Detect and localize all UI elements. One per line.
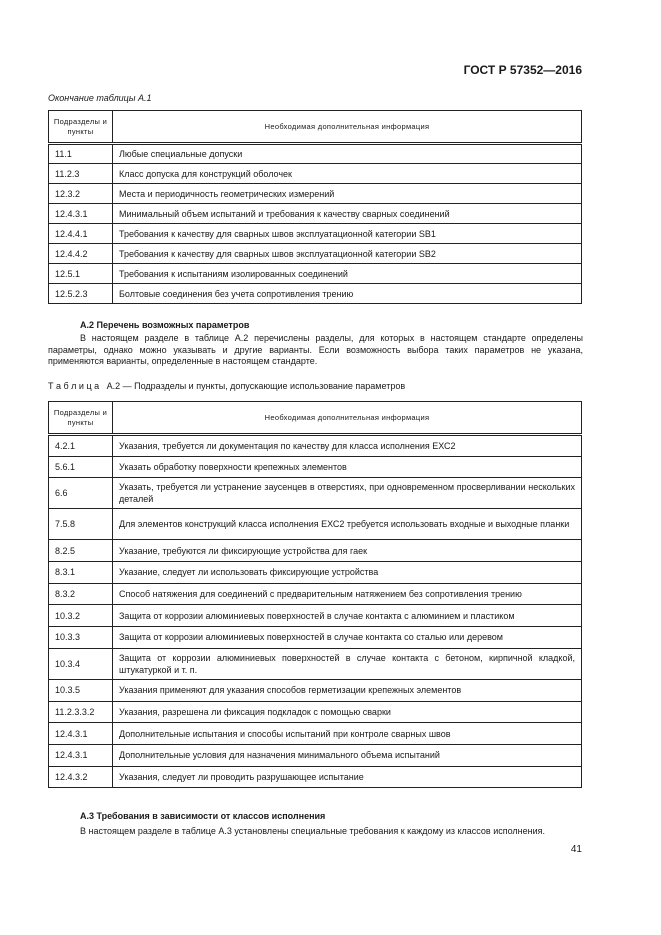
cell-info: Указание, следует ли использовать фиксирующие устройства xyxy=(113,562,582,584)
page-number: 41 xyxy=(570,844,582,855)
cell-info: Для элементов конструкций класса исполнения ЕХС2 требуется использовать входные и выходные планки xyxy=(113,509,582,540)
table-row xyxy=(49,627,582,649)
table-row xyxy=(49,701,582,723)
section-a2-heading: А.2 Перечень возможных параметров xyxy=(80,320,250,330)
table-row xyxy=(49,184,582,204)
table2-caption-label: Т а б л и ц а xyxy=(48,381,100,391)
table-row xyxy=(49,164,582,184)
cell-section-number: 11.2.3 xyxy=(49,164,113,184)
cell-section-number: 12.4.3.1 xyxy=(49,723,113,745)
cell-section-number: 8.3.2 xyxy=(49,583,113,605)
table-row xyxy=(49,583,582,605)
table2-caption xyxy=(48,381,405,391)
cell-section-number: 10.3.5 xyxy=(49,679,113,701)
table-row xyxy=(49,562,582,584)
col-header-info: Необходимая дополнительная информация xyxy=(113,111,582,144)
table-row xyxy=(49,284,582,304)
cell-info: Указать, требуется ли устранение заусенцев в отверстиях, при одновременном просверливании нескольких деталей xyxy=(113,478,582,509)
section-a3-heading: А.3 Требования в зависимости от классов исполнения xyxy=(80,811,326,821)
cell-section-number: 12.4.4.2 xyxy=(49,244,113,264)
col-header-sections: Подразделы и пункты xyxy=(49,111,113,144)
cell-section-number: 4.2.1 xyxy=(49,435,113,457)
table-row xyxy=(49,648,582,679)
table-header-row xyxy=(49,111,582,144)
cell-info: Дополнительные испытания и способы испытаний при контроле сварных швов xyxy=(113,723,582,745)
cell-section-number: 12.5.2.3 xyxy=(49,284,113,304)
cell-section-number: 10.3.3 xyxy=(49,627,113,649)
table-row xyxy=(49,605,582,627)
cell-section-number: 8.3.1 xyxy=(49,562,113,584)
table-row xyxy=(49,264,582,284)
section-a2-text: В настоящем разделе в таблице А.2 перечислены разделы, для которых в настоящем стандарте определены параметры, однако можно указывать и другие варианты. Если возможность выбора таких параметров не указана, применяются варианты, определенные в настоящем стандарте. xyxy=(48,333,583,366)
table-row xyxy=(49,509,582,540)
cell-info: Требования к качеству для сварных швов эксплуатационной категории SB1 xyxy=(113,224,582,244)
table-row xyxy=(49,224,582,244)
cell-info: Указания, следует ли проводить разрушающее испытание xyxy=(113,766,582,788)
cell-section-number: 11.1 xyxy=(49,144,113,164)
table-row xyxy=(49,766,582,788)
cell-section-number: 8.2.5 xyxy=(49,540,113,562)
table1-caption: Окончание таблицы А.1 xyxy=(48,93,152,103)
cell-info: Защита от коррозии алюминиевых поверхностей в случае контакта с алюминием и пластиком xyxy=(113,605,582,627)
table-header-row xyxy=(49,402,582,435)
table2-caption-text: А.2 — Подразделы и пункты, допускающие использование параметров xyxy=(106,381,406,391)
document-standard-header: ГОСТ Р 57352—2016 xyxy=(463,63,582,77)
cell-info: Защита от коррозии алюминиевых поверхностей в случае контакта со сталью или деревом xyxy=(113,627,582,649)
col-header-info: Необходимая дополнительная информация xyxy=(113,402,582,435)
cell-info: Указания применяют для указания способов герметизации крепежных элементов xyxy=(113,679,582,701)
cell-section-number: 12.4.3.1 xyxy=(49,204,113,224)
cell-section-number: 12.5.1 xyxy=(49,264,113,284)
cell-section-number: 10.3.4 xyxy=(49,648,113,679)
cell-section-number: 12.4.3.2 xyxy=(49,766,113,788)
cell-info: Любые специальные допуски xyxy=(113,144,582,164)
section-a3-text: В настоящем разделе в таблице А.3 установлены специальные требования к каждому из классов исполнения. xyxy=(80,826,545,836)
cell-info: Способ натяжения для соединений с предварительным натяжением без сопротивления трению xyxy=(113,583,582,605)
table-row xyxy=(49,435,582,457)
table-row xyxy=(49,744,582,766)
cell-info: Указать обработку поверхности крепежных элементов xyxy=(113,456,582,478)
cell-info: Дополнительные условия для назначения минимального объема испытаний xyxy=(113,744,582,766)
cell-section-number: 10.3.2 xyxy=(49,605,113,627)
cell-info: Требования к испытаниям изолированных соединений xyxy=(113,264,582,284)
cell-info: Минимальный объем испытаний и требования к качеству сварных соединений xyxy=(113,204,582,224)
table-row xyxy=(49,478,582,509)
cell-section-number: 6.6 xyxy=(49,478,113,509)
table-a2 xyxy=(48,401,582,788)
cell-section-number: 12.4.4.1 xyxy=(49,224,113,244)
table-row xyxy=(49,456,582,478)
table-row xyxy=(49,244,582,264)
cell-info: Болтовые соединения без учета сопротивления трению xyxy=(113,284,582,304)
table-row xyxy=(49,144,582,164)
cell-info: Указания, требуется ли документация по качеству для класса исполнения ЕХС2 xyxy=(113,435,582,457)
cell-info: Класс допуска для конструкций оболочек xyxy=(113,164,582,184)
col-header-sections: Подразделы и пункты xyxy=(49,402,113,435)
table-row xyxy=(49,679,582,701)
table-row xyxy=(49,204,582,224)
cell-section-number: 7.5.8 xyxy=(49,509,113,540)
cell-info: Указания, разрешена ли фиксация подкладок с помощью сварки xyxy=(113,701,582,723)
table-a1-end xyxy=(48,110,582,304)
table-row xyxy=(49,540,582,562)
table-row xyxy=(49,723,582,745)
cell-section-number: 5.6.1 xyxy=(49,456,113,478)
cell-section-number: 12.3.2 xyxy=(49,184,113,204)
cell-section-number: 12.4.3.1 xyxy=(49,744,113,766)
cell-info: Указание, требуются ли фиксирующие устройства для гаек xyxy=(113,540,582,562)
cell-info: Требования к качеству для сварных швов эксплуатационной категории SB2 xyxy=(113,244,582,264)
cell-section-number: 11.2.3.3.2 xyxy=(49,701,113,723)
cell-info: Места и периодичность геометрических измерений xyxy=(113,184,582,204)
cell-info: Защита от коррозии алюминиевых поверхностей в случае контакта с бетоном, кирпичной кладкой, штукатуркой и т. п. xyxy=(113,648,582,679)
